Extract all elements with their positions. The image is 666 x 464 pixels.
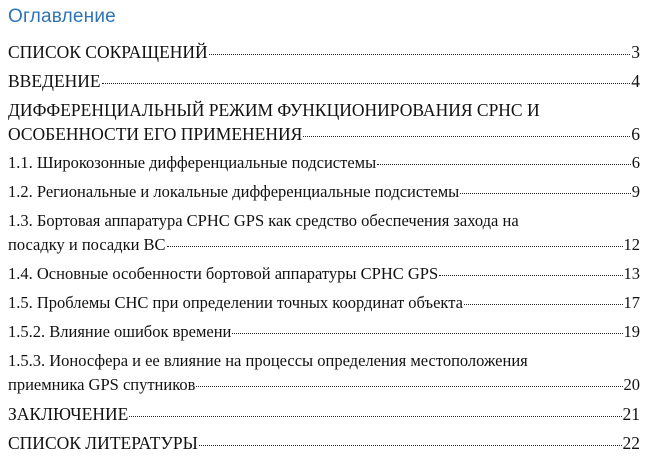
- toc-entry-title: 1.5.2. Влияние ошибок времени: [8, 322, 232, 341]
- toc-entry-page: 6: [631, 124, 640, 144]
- toc-entry-1-5-2[interactable]: [8, 320, 640, 344]
- toc-heading: Оглавление: [8, 6, 116, 27]
- toc-entry-chapter-1[interactable]: [8, 98, 640, 146]
- toc-entry-title: ЗАКЛЮЧЕНИЕ: [8, 404, 129, 424]
- dot-leader: [439, 275, 622, 276]
- toc-entry-page: 20: [623, 375, 640, 394]
- toc-entry-references[interactable]: [8, 431, 640, 455]
- dot-leader: [102, 83, 631, 84]
- toc-entry-title-line1: ДИФФЕРЕНЦИАЛЬНЫЙ РЕЖИМ ФУНКЦИОНИРОВАНИЯ СРНС И: [8, 100, 540, 120]
- toc-entry-page: 22: [622, 433, 640, 453]
- toc-entry-1-1[interactable]: [8, 151, 640, 175]
- toc-entry-title: 1.5. Проблемы СНС при определении точных координат объекта: [8, 293, 463, 312]
- dot-leader: [167, 246, 623, 247]
- toc-entry-title: СПИСОК ЛИТЕРАТУРЫ: [8, 433, 198, 453]
- toc-entry-1-5-3[interactable]: [8, 349, 640, 397]
- dot-leader: [232, 333, 622, 334]
- toc-entry-title-line1: 1.3. Бортовая аппаратура СРНС GPS как средство обеспечения захода на: [8, 211, 519, 230]
- toc-entry-page: 9: [631, 182, 640, 201]
- toc-entry-page: 17: [623, 293, 640, 312]
- toc-entry-title-line1: 1.5.3. Ионосфера и ее влияние на процессы определения местоположения: [8, 351, 528, 370]
- dot-leader: [199, 445, 622, 446]
- toc-entry-title: ВВЕДЕНИЕ: [8, 71, 101, 91]
- dot-leader: [196, 386, 622, 387]
- toc-entry-page: 3: [631, 42, 640, 62]
- toc-entry-title: 1.1. Широкозонные дифференциальные подсистемы: [8, 153, 377, 172]
- dot-leader: [377, 164, 631, 165]
- dot-leader: [464, 304, 623, 305]
- toc-entry-1-4[interactable]: [8, 262, 640, 286]
- toc-entry-1-3[interactable]: [8, 209, 640, 257]
- toc-entry-title: ОСОБЕННОСТИ ЕГО ПРИМЕНЕНИЯ: [8, 124, 303, 144]
- toc-entry-page: 19: [623, 322, 640, 341]
- toc-entry-page: 12: [623, 235, 640, 254]
- toc-entry-1-5[interactable]: [8, 291, 640, 315]
- toc-entry-conclusion[interactable]: [8, 402, 640, 426]
- toc-entry-1-2[interactable]: [8, 180, 640, 204]
- toc-entry-page: 21: [622, 404, 640, 424]
- toc-entry-title: 1.2. Региональные и локальные дифференциальные подсистемы: [8, 182, 460, 201]
- toc-entry-title: приемника GPS спутников: [8, 375, 196, 394]
- toc-entry-title: 1.4. Основные особенности бортовой аппаратуры СРНС GPS: [8, 264, 439, 283]
- toc-entry-introduction[interactable]: [8, 69, 640, 93]
- toc-entry-abbreviations[interactable]: [8, 40, 640, 64]
- toc-entry-page: 13: [623, 264, 640, 283]
- toc-entry-page: 4: [631, 71, 640, 91]
- dot-leader: [460, 193, 630, 194]
- dot-leader: [129, 416, 621, 417]
- dot-leader: [209, 54, 631, 55]
- dot-leader: [303, 136, 630, 137]
- toc-entry-title: посадку и посадки ВС: [8, 235, 166, 254]
- toc-entry-title: СПИСОК СОКРАЩЕНИЙ: [8, 42, 208, 62]
- toc-entry-page: 6: [631, 153, 640, 172]
